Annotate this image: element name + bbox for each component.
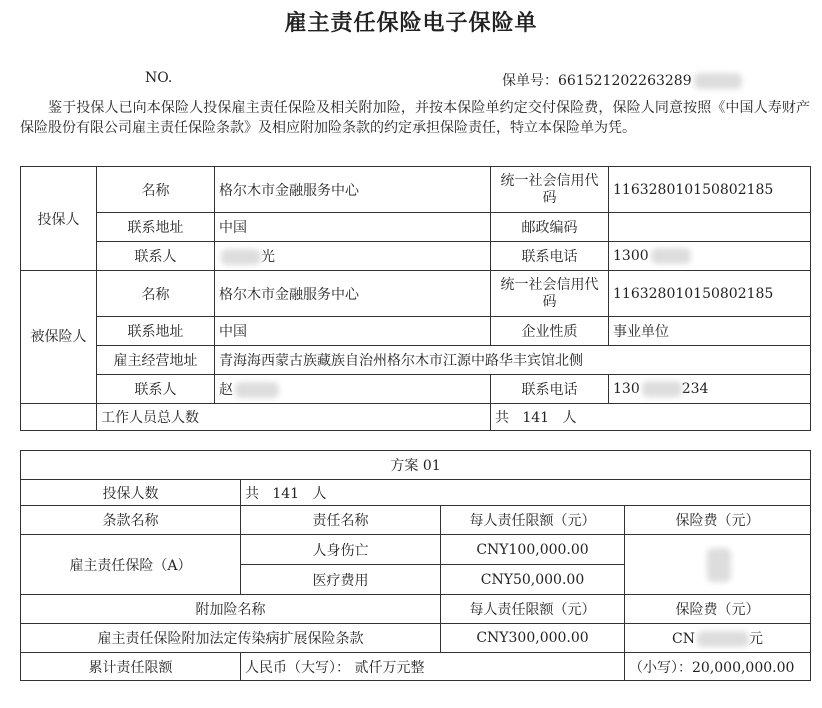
insured-credit-code: 116328010150802185 bbox=[609, 271, 811, 317]
redaction-blur bbox=[694, 73, 742, 89]
insured-address-label: 联系地址 bbox=[97, 317, 215, 346]
insured-nature-label: 企业性质 bbox=[491, 317, 609, 346]
insured-count-value: 141 bbox=[272, 485, 300, 502]
policyholder-contact bbox=[215, 242, 491, 271]
rider-limit-header: 每人责任限额（元） bbox=[441, 595, 625, 624]
policyholder-phone bbox=[609, 242, 811, 271]
policyholder-name-label: 名称 bbox=[97, 167, 215, 213]
policyholder-postcode-label: 邮政编码 bbox=[491, 213, 609, 242]
rider-name: 雇主责任保险附加法定传染病扩展保险条款 bbox=[21, 624, 441, 653]
insured-count-prefix: 共 bbox=[245, 485, 259, 502]
policy-number bbox=[502, 70, 742, 90]
clause-header: 条款名称 bbox=[21, 506, 241, 535]
staff-total-label: 工作人员总人数 bbox=[97, 404, 491, 431]
policyholder-contact-label: 联系人 bbox=[97, 242, 215, 271]
intro-paragraph: 鉴于投保人已向本保险人投保雇主责任保险及相关附加险，并按本保险单约定交付保险费，保险人同意按照《中国人寿财产保险股份有限公司雇主责任保险条款》及相应附加险条款的约定承担保险责任，特立本保险单为凭。 bbox=[20, 100, 810, 136]
policyholder-name: 格尔木市金融服务中心 bbox=[215, 167, 491, 213]
liability-item-limit: CNY100,000.00 bbox=[441, 535, 625, 565]
policyholder-section-label: 投保人 bbox=[21, 167, 97, 271]
policyholder-phone-label: 联系电话 bbox=[491, 242, 609, 271]
redaction-blur bbox=[707, 548, 731, 582]
main-clause-name: 雇主责任保险（A） bbox=[21, 535, 241, 595]
insured-biz-address: 青海海西蒙古族藏族自治州格尔木市江源中路华丰宾馆北侧 bbox=[215, 346, 811, 375]
rider-premium-suffix: 元 bbox=[748, 631, 763, 647]
redaction-blur bbox=[221, 249, 261, 265]
insured-credit-label: 统一社会信用代码 bbox=[491, 271, 609, 317]
rider-premium bbox=[625, 624, 811, 653]
insured-count-unit: 人 bbox=[312, 485, 327, 502]
redaction-blur bbox=[642, 381, 682, 397]
insured-contact-label: 联系人 bbox=[97, 375, 215, 404]
insured-name: 格尔木市金融服务中心 bbox=[215, 271, 491, 317]
staff-total-prefix: 共 bbox=[495, 410, 509, 426]
redaction-blur bbox=[697, 631, 749, 647]
total-limit-lower-value: 20,000,000.00 bbox=[692, 659, 795, 676]
serial-number-label: NO. bbox=[145, 70, 173, 86]
limit-header: 每人责任限额（元） bbox=[441, 506, 625, 535]
main-premium-cell bbox=[625, 535, 811, 595]
policy-number-value: 661521202263289 bbox=[558, 73, 692, 89]
total-limit-upper: 人民币（大写）： 贰仟万元整 bbox=[241, 653, 625, 681]
policyholder-contact-text: 光 bbox=[261, 249, 275, 265]
policyholder-address: 中国 bbox=[215, 213, 491, 242]
staff-total bbox=[491, 404, 811, 431]
total-limit-lower bbox=[625, 653, 811, 681]
premium-header: 保险费（元） bbox=[625, 506, 811, 535]
policyholder-phone-text: 1300 bbox=[613, 248, 649, 264]
liability-item-limit: CNY50,000.00 bbox=[441, 565, 625, 595]
staff-total-count: 141 bbox=[522, 410, 550, 426]
plan-title: 方案 01 bbox=[21, 451, 811, 480]
insured-phone-prefix: 130 bbox=[613, 381, 640, 397]
rider-premium-prefix: CN bbox=[672, 631, 695, 647]
policyholder-postcode bbox=[609, 213, 811, 242]
insured-name-label: 名称 bbox=[97, 271, 215, 317]
party-info-table bbox=[20, 166, 811, 431]
total-limit-lower-label: （小写）： bbox=[629, 659, 692, 676]
rider-limit: CNY300,000.00 bbox=[441, 624, 625, 653]
empty-cell bbox=[21, 404, 97, 431]
insured-phone bbox=[609, 375, 811, 404]
plan-table bbox=[20, 450, 811, 681]
insured-section-label: 被保险人 bbox=[21, 271, 97, 404]
insured-count-label: 投保人数 bbox=[21, 480, 241, 506]
insured-biz-address-label: 雇主经营地址 bbox=[97, 346, 215, 375]
rider-premium-header: 保险费（元） bbox=[625, 595, 811, 624]
insured-phone-suffix: 234 bbox=[681, 381, 709, 397]
liability-item-name: 人身伤亡 bbox=[241, 535, 441, 565]
insured-phone-label: 联系电话 bbox=[491, 375, 609, 404]
redaction-blur bbox=[651, 248, 691, 264]
policyholder-credit-label: 统一社会信用代码 bbox=[491, 167, 609, 213]
liability-item-name: 医疗费用 bbox=[241, 565, 441, 595]
insured-address: 中国 bbox=[215, 317, 491, 346]
liability-header: 责任名称 bbox=[241, 506, 441, 535]
redaction-blur bbox=[235, 382, 279, 398]
insured-contact-text: 赵 bbox=[219, 382, 233, 398]
insured-nature: 事业单位 bbox=[609, 317, 811, 346]
insured-contact bbox=[215, 375, 491, 404]
total-limit-label: 累计责任限额 bbox=[21, 653, 241, 681]
rider-header: 附加险名称 bbox=[21, 595, 441, 624]
insured-count bbox=[241, 480, 811, 506]
staff-total-unit: 人 bbox=[562, 410, 577, 426]
policyholder-credit-code: 116328010150802185 bbox=[609, 167, 811, 213]
policy-number-label: 保单号： bbox=[502, 73, 558, 89]
page-title: 雇主责任保险电子保险单 bbox=[284, 11, 538, 36]
policyholder-address-label: 联系地址 bbox=[97, 213, 215, 242]
